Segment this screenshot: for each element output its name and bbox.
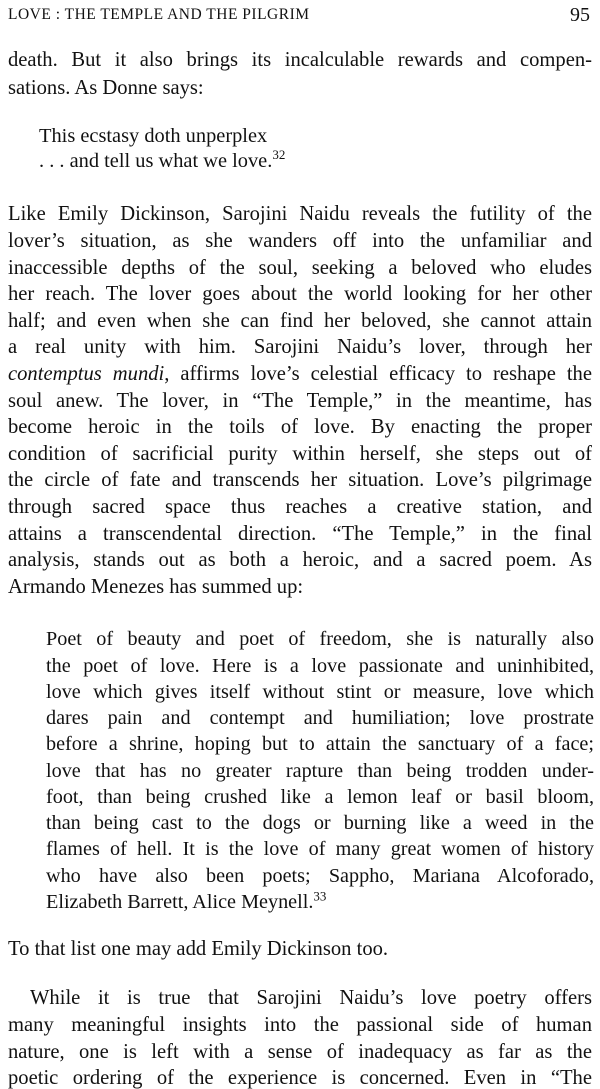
- paragraph-2-line-15: Armando Menezes has summed up:: [8, 576, 304, 598]
- latin-phrase: contemptus mundi: [8, 363, 165, 385]
- block-quote-line-2: the poet of love. Here is a love passionate and uninhibited,: [46, 655, 594, 677]
- paragraph-2-line-7-rest: , affirms love’s celestial efficacy to reshape the: [164, 363, 592, 385]
- block-quote-line-11: [46, 888, 594, 913]
- paragraph-2-line-1: Like Emily Dickinson, Sarojini Naidu reveals the futility of the: [8, 203, 592, 225]
- block-quote-line-8: than being cast to the dogs or burning like a weed in the: [46, 812, 594, 834]
- block-quote-line-5: before a shrine, hoping but to attain the sanctuary of a face;: [46, 733, 594, 755]
- block-quote-line-10: who have also been poets; Sappho, Mariana Alcoforado,: [46, 865, 594, 887]
- paragraph-2-line-2: lover’s situation, as she wanders off into the unfamiliar and: [8, 230, 592, 252]
- page-number: 95: [570, 4, 590, 26]
- paragraph-3: To that list one may add Emily Dickinson too.: [8, 938, 389, 960]
- block-quote-line-3: love which gives itself without stint or measure, love which: [46, 681, 594, 703]
- page-header: [8, 2, 590, 30]
- verse-line-2: [39, 147, 286, 172]
- paragraph-2-line-11: the circle of fate and transcends her situation. Love’s pilgrimage: [8, 469, 592, 491]
- paragraph-2-line-5: half; and even when she can find her beloved, she cannot attain: [8, 310, 592, 332]
- block-quote-line-11-text: Elizabeth Barrett, Alice Meynell.: [46, 891, 314, 913]
- paragraph-1-line-2: sations. As Donne says:: [8, 77, 204, 99]
- paragraph-4-line-1: While it is true that Sarojini Naidu’s love poetry offers: [30, 987, 592, 1009]
- block-quote-line-7: foot, than being crushed like a lemon leaf or basil bloom,: [46, 786, 594, 808]
- paragraph-2-line-10: condition of sacrificial purity within herself, she steps out of: [8, 443, 592, 465]
- running-title: LOVE : THE TEMPLE AND THE PILGRIM: [8, 6, 310, 23]
- paragraph-2-line-12: through sacred space thus reaches a creative station, and: [8, 496, 592, 518]
- paragraph-4-line-2: many meaningful insights into the passional side of human: [8, 1014, 592, 1036]
- paragraph-4-line-3: nature, one is left with a sense of inadequacy as far as the: [8, 1041, 592, 1063]
- paragraph-2-line-8: soul anew. The lover, in “The Temple,” in the meantime, has: [8, 390, 592, 412]
- block-quote-line-9: flames of hell. It is the love of many great women of history: [46, 838, 594, 860]
- paragraph-2-line-9: become heroic in the toils of love. By enacting the proper: [8, 416, 592, 438]
- footnote-ref-33: 33: [313, 888, 327, 904]
- block-quote-line-4: dares pain and contempt and humiliation; love prostrate: [46, 707, 594, 729]
- paragraph-4-line-4: poetic ordering of the experience is concerned. Even in “The: [8, 1067, 592, 1089]
- paragraph-2-line-6: a real unity with him. Sarojini Naidu’s lover, through her: [8, 336, 592, 358]
- paragraph-2-line-4: her reach. The lover goes about the world looking for her other: [8, 283, 592, 305]
- block-quote-line-1: Poet of beauty and poet of freedom, she is naturally also: [46, 628, 594, 650]
- paragraph-2-line-3: inaccessible depths of the soul, seeking a beloved who eludes: [8, 257, 592, 279]
- paragraph-1-line-1: death. But it also brings its incalculable rewards and compen-: [8, 49, 592, 71]
- paragraph-2-line-7: [8, 364, 592, 385]
- paragraph-2-line-13: attains a transcendental direction. “The Temple,” in the final: [8, 523, 592, 545]
- verse-line-1: This ecstasy doth unperplex: [39, 125, 268, 147]
- paragraph-2-line-14: analysis, stands out as both a heroic, and a sacred poem. As: [8, 549, 592, 571]
- block-quote-line-6: love that has no greater rapture than being trodden under-: [46, 760, 594, 782]
- verse-line-2-text: . . . and tell us what we love.: [39, 150, 273, 172]
- footnote-ref-32: 32: [272, 147, 286, 163]
